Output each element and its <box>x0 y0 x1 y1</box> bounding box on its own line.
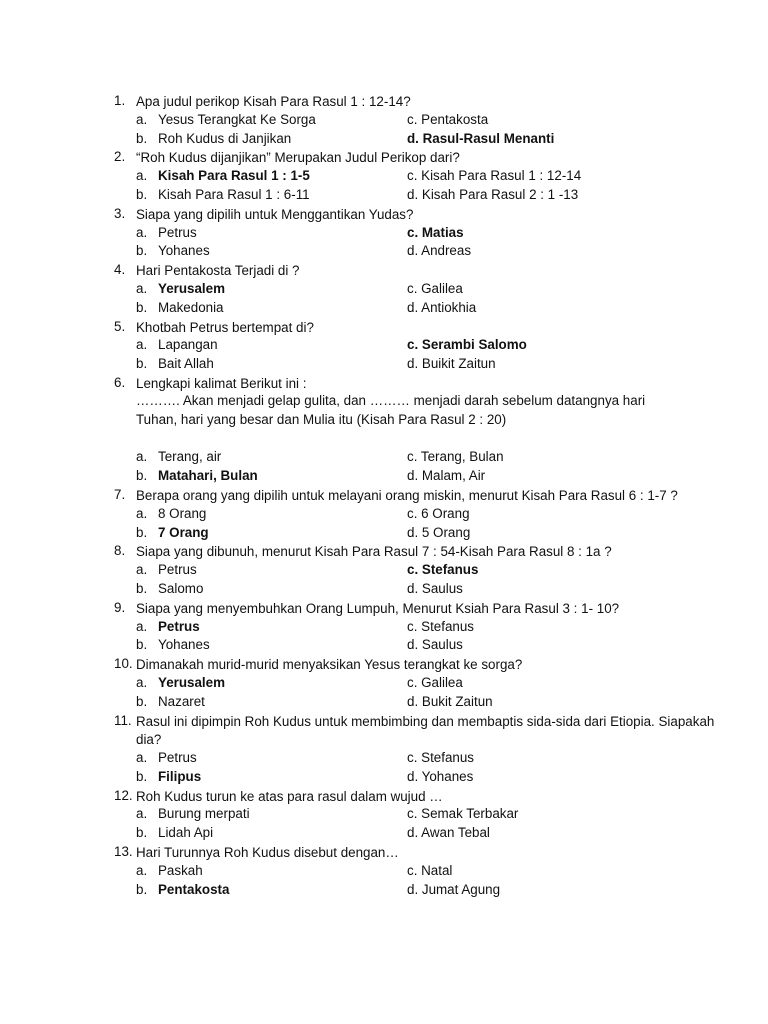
option-letter: b. <box>136 637 148 653</box>
option-right-text: c. Stefanus <box>407 562 479 578</box>
option-left-text: Roh Kudus di Janjikan <box>158 130 292 146</box>
question-text: Siapa yang menyembuhkan Orang Lumpuh, Menurut Ksiah Para Rasul 3 : 1- 10? <box>136 600 620 616</box>
option-left-text: Yohanes <box>158 243 210 259</box>
question-number: 4. <box>114 262 126 278</box>
question-text: Dimanakah murid-murid menyaksikan Yesus terangkat ke sorga? <box>136 657 523 673</box>
question-row <box>0 260 768 279</box>
question-number: 6. <box>114 374 126 390</box>
option-letter: b. <box>136 243 148 259</box>
question-block <box>0 711 768 786</box>
option-row <box>0 880 768 899</box>
option-left-text: Salomo <box>158 580 204 596</box>
question-row <box>0 91 768 110</box>
option-right-text: d. Jumat Agung <box>407 881 501 897</box>
question-number: 5. <box>114 318 126 334</box>
option-letter: b. <box>136 580 148 596</box>
option-row <box>0 185 768 204</box>
question-text: “Roh Kudus dijanjikan” Merupakan Judul Perikop dari? <box>136 150 460 166</box>
option-letter: a. <box>136 280 148 296</box>
spacer <box>0 429 768 447</box>
option-row <box>0 748 768 767</box>
option-right-text: c. Stefanus <box>407 618 474 634</box>
option-right-text: d. Yohanes <box>407 768 474 784</box>
option-row <box>0 223 768 242</box>
option-letter: b. <box>136 356 148 372</box>
option-left-text: Pentakosta <box>158 881 230 897</box>
option-letter: a. <box>136 674 148 690</box>
option-letter: a. <box>136 449 148 465</box>
option-letter: b. <box>136 299 148 315</box>
option-letter: a. <box>136 862 148 878</box>
option-right-text: c. 6 Orang <box>407 505 470 521</box>
question-number: 2. <box>114 149 126 165</box>
option-row <box>0 523 768 542</box>
quiz-document <box>0 91 768 898</box>
option-row <box>0 579 768 598</box>
option-right-text: c. Terang, Bulan <box>407 449 504 465</box>
option-left-text: Kisah Para Rasul 1 : 1-5 <box>158 168 310 184</box>
question-number: 7. <box>114 486 126 502</box>
option-left-text: 8 Orang <box>158 505 207 521</box>
option-right-text: d. Awan Tebal <box>407 825 490 841</box>
option-left-text: Burung merpati <box>158 806 250 822</box>
option-right-text: c. Semak Terbakar <box>407 806 519 822</box>
question-row <box>0 541 768 560</box>
option-right-text: d. Bukit Zaitun <box>407 693 493 709</box>
option-left-text: Lapangan <box>158 337 218 353</box>
question-text: Siapa yang dibunuh, menurut Kisah Para Rasul 7 : 54-Kisah Para Rasul 8 : 1a ? <box>136 544 612 560</box>
option-left-text: Makedonia <box>158 299 224 315</box>
question-block <box>0 598 768 654</box>
option-letter: b. <box>136 768 148 784</box>
question-number: 13. <box>114 844 133 860</box>
question-row <box>0 786 768 805</box>
question-block <box>0 373 768 485</box>
question-number: 12. <box>114 787 133 803</box>
question-block <box>0 204 768 260</box>
option-row <box>0 560 768 579</box>
question-row <box>0 598 768 617</box>
option-letter: a. <box>136 750 148 766</box>
question-row <box>0 485 768 504</box>
option-left-text: Yerusalem <box>158 674 225 690</box>
option-letter: b. <box>136 524 148 540</box>
option-left-text: Yerusalem <box>158 280 225 296</box>
option-row <box>0 673 768 692</box>
option-letter: b. <box>136 130 148 146</box>
option-row <box>0 129 768 148</box>
option-right-text: c. Galilea <box>407 674 463 690</box>
option-row <box>0 241 768 260</box>
question-text-continued: dia? <box>136 732 162 748</box>
option-letter: a. <box>136 562 148 578</box>
question-block <box>0 654 768 710</box>
option-left-text: Yohanes <box>158 637 210 653</box>
option-row <box>0 466 768 485</box>
option-letter: b. <box>136 468 148 484</box>
option-letter: b. <box>136 186 148 202</box>
question-text: Lengkapi kalimat Berikut ini : <box>136 375 307 391</box>
question-block <box>0 317 768 373</box>
option-left-text: Petrus <box>158 562 197 578</box>
option-row <box>0 861 768 880</box>
option-letter: a. <box>136 337 148 353</box>
option-letter: a. <box>136 111 148 127</box>
question-block <box>0 147 768 203</box>
question-block <box>0 786 768 842</box>
question-block <box>0 842 768 898</box>
question-number: 1. <box>114 93 126 108</box>
question-block <box>0 541 768 597</box>
question-text: Apa judul perikop Kisah Para Rasul 1 : 12-14? <box>136 94 411 109</box>
option-right-text: c. Serambi Salomo <box>407 337 527 353</box>
question-block <box>0 485 768 541</box>
option-row <box>0 166 768 185</box>
option-row <box>0 767 768 786</box>
option-left-text: Petrus <box>158 618 200 634</box>
option-right-text: c. Stefanus <box>407 750 474 766</box>
option-row <box>0 692 768 711</box>
option-left-text: Matahari, Bulan <box>158 468 258 484</box>
option-right-text: c. Galilea <box>407 280 463 296</box>
question-text: Hari Turunnya Roh Kudus disebut dengan… <box>136 845 399 861</box>
option-left-text: Terang, air <box>158 449 222 465</box>
option-left-text: Kisah Para Rasul 1 : 6-11 <box>158 186 310 202</box>
question-text: Rasul ini dipimpin Roh Kudus untuk membimbing dan membaptis sida-sida dari Etiopia. Siapakah <box>136 713 715 729</box>
option-right-text: c. Pentakosta <box>407 111 489 127</box>
option-right-text: d. Andreas <box>407 243 472 259</box>
question-row <box>0 842 768 861</box>
option-right-text: d. 5 Orang <box>407 524 471 540</box>
question-row <box>0 147 768 166</box>
question-row-continued <box>0 729 768 748</box>
question-number: 9. <box>114 599 126 615</box>
option-row <box>0 823 768 842</box>
option-row <box>0 635 768 654</box>
option-left-text: Nazaret <box>158 693 205 709</box>
option-right-text: d. Buikit Zaitun <box>407 356 496 372</box>
option-row <box>0 447 768 466</box>
option-left-text: Filipus <box>158 768 202 784</box>
question-row <box>0 373 768 392</box>
option-right-text: d. Antiokhia <box>407 299 477 315</box>
option-row <box>0 110 768 129</box>
question-number: 3. <box>114 205 126 221</box>
question-block <box>0 260 768 316</box>
option-right-text: d. Kisah Para Rasul 2 : 1 -13 <box>407 186 579 202</box>
question-text: Hari Pentakosta Terjadi di ? <box>136 263 300 279</box>
option-letter: a. <box>136 224 148 240</box>
question-row <box>0 711 768 730</box>
question-text: Roh Kudus turun ke atas para rasul dalam wujud … <box>136 788 443 804</box>
option-right-text: c. Natal <box>407 862 453 878</box>
option-row <box>0 354 768 373</box>
question-passage: ………. Akan menjadi gelap gulita, dan ……… menjadi darah sebelum datangnya hari Tuhan, hari yang besar dan Mulia itu (Kisah Para Rasul 2 : 20) <box>136 392 646 427</box>
question-row <box>0 204 768 223</box>
question-block <box>0 91 768 147</box>
option-left-text: Petrus <box>158 750 197 766</box>
option-right-text: d. Saulus <box>407 637 463 653</box>
question-text: Siapa yang dipilih untuk Menggantikan Yudas? <box>136 206 414 222</box>
option-row <box>0 617 768 636</box>
option-right-text: c. Kisah Para Rasul 1 : 12-14 <box>407 168 582 184</box>
option-left-text: 7 Orang <box>158 524 209 540</box>
option-right-text: d. Rasul-Rasul Menanti <box>407 130 555 146</box>
option-left-text: Petrus <box>158 224 197 240</box>
option-row <box>0 279 768 298</box>
question-text: Berapa orang yang dipilih untuk melayani orang miskin, menurut Kisah Para Rasul 6 : 1-7 ? <box>136 487 678 503</box>
question-number: 11. <box>114 712 132 728</box>
question-text: Khotbah Petrus bertempat di? <box>136 319 314 335</box>
option-left-text: Yesus Terangkat Ke Sorga <box>158 111 316 127</box>
question-row <box>0 654 768 673</box>
question-row <box>0 317 768 336</box>
question-number: 10. <box>114 656 133 672</box>
option-row <box>0 335 768 354</box>
option-left-text: Lidah Api <box>158 825 214 841</box>
question-number: 8. <box>114 543 126 559</box>
option-letter: b. <box>136 881 148 897</box>
option-letter: a. <box>136 168 148 184</box>
option-row <box>0 298 768 317</box>
option-letter: a. <box>136 806 148 822</box>
option-row <box>0 804 768 823</box>
option-right-text: d. Malam, Air <box>407 468 486 484</box>
option-right-text: d. Saulus <box>407 580 463 596</box>
option-letter: a. <box>136 618 148 634</box>
option-row <box>0 504 768 523</box>
option-letter: b. <box>136 825 148 841</box>
option-letter: a. <box>136 505 148 521</box>
option-letter: b. <box>136 693 148 709</box>
option-right-text: c. Matias <box>407 224 464 240</box>
option-left-text: Bait Allah <box>158 356 214 372</box>
option-left-text: Paskah <box>158 862 203 878</box>
